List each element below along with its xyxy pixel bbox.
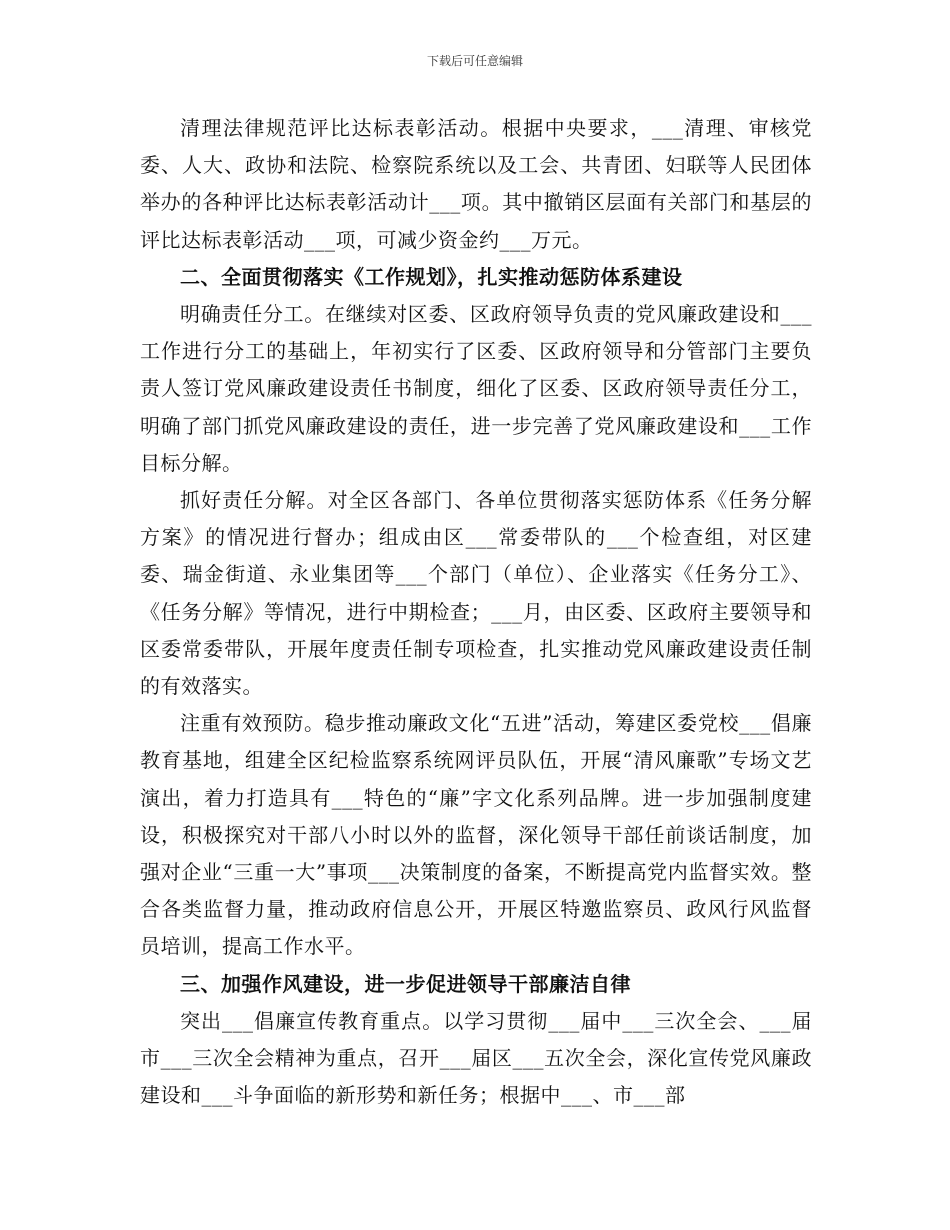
paragraph-3: 抓好责任分解。对全区各部门、各单位贯彻落实惩防体系《任务分解方案》的情况进行督办；组成由区___常委带队的___个检查组，对区建委、瑞金街道、永业集团等___个部门（单位）、企业落实《任务分工》、《任务分解》等情况，进行中期检查；___月，由区委、区政府主要领导和区委常委带队，开展年度责任制专项检查，扎实推动党风廉政建设责任制的有效落实。 bbox=[140, 488, 812, 699]
section-heading-3: 三、加强作风建设，进一步促进领导干部廉洁自律 bbox=[180, 971, 631, 996]
section-heading-2: 二、全面贯彻落实《工作规划》，扎实推动惩防体系建设 bbox=[180, 264, 683, 289]
paragraph-5: 突出___倡廉宣传教育重点。以学习贯彻___届中___三次全会、___届市___三次全会精神为重点，召开___届区___五次全会，深化宣传党风廉政建设和___斗争面临的新形势和新任务；根据中___、市___部 bbox=[140, 1008, 812, 1108]
page-header-note: 下载后可任意编辑 bbox=[426, 54, 523, 68]
paragraph-2: 明确责任分工。在继续对区委、区政府领导负责的党风廉政建设和___工作进行分工的基础上，年初实行了区委、区政府领导和分管部门主要负责人签订党风廉政建设责任书制度，细化了区委、区政府领导责任分工，明确了部门抓党风廉政建设的责任，进一步完善了党风廉政建设和___工作目标分解。 bbox=[140, 302, 812, 475]
paragraph-1: 清理法律规范评比达标表彰活动。根据中央要求，___清理、审核党委、人大、政协和法院、检察院系统以及工会、共青团、妇联等人民团体举办的各种评比达标表彰活动计___项。其中撤销区层面有关部门和基层的评比达标表彰活动___项，可减少资金约___万元。 bbox=[140, 116, 812, 252]
document-body bbox=[140, 110, 812, 1114]
paragraph-4: 注重有效预防。稳步推动廉政文化“五进”活动，筹建区委党校___倡廉教育基地，组建全区纪检监察系统网评员队伍，开展“清风廉歌”专场文艺演出，着力打造具有___特色的“廉”字文化系列品牌。进一步加强制度建设，积极探究对干部八小时以外的监督，深化领导干部任前谈话制度，加强对企业“三重一大”事项___决策制度的备案，不断提高党内监督实效。整合各类监督力量，推动政府信息公开，开展区特邀监察员、政风行风监督员培训，提高工作水平。 bbox=[140, 711, 812, 959]
